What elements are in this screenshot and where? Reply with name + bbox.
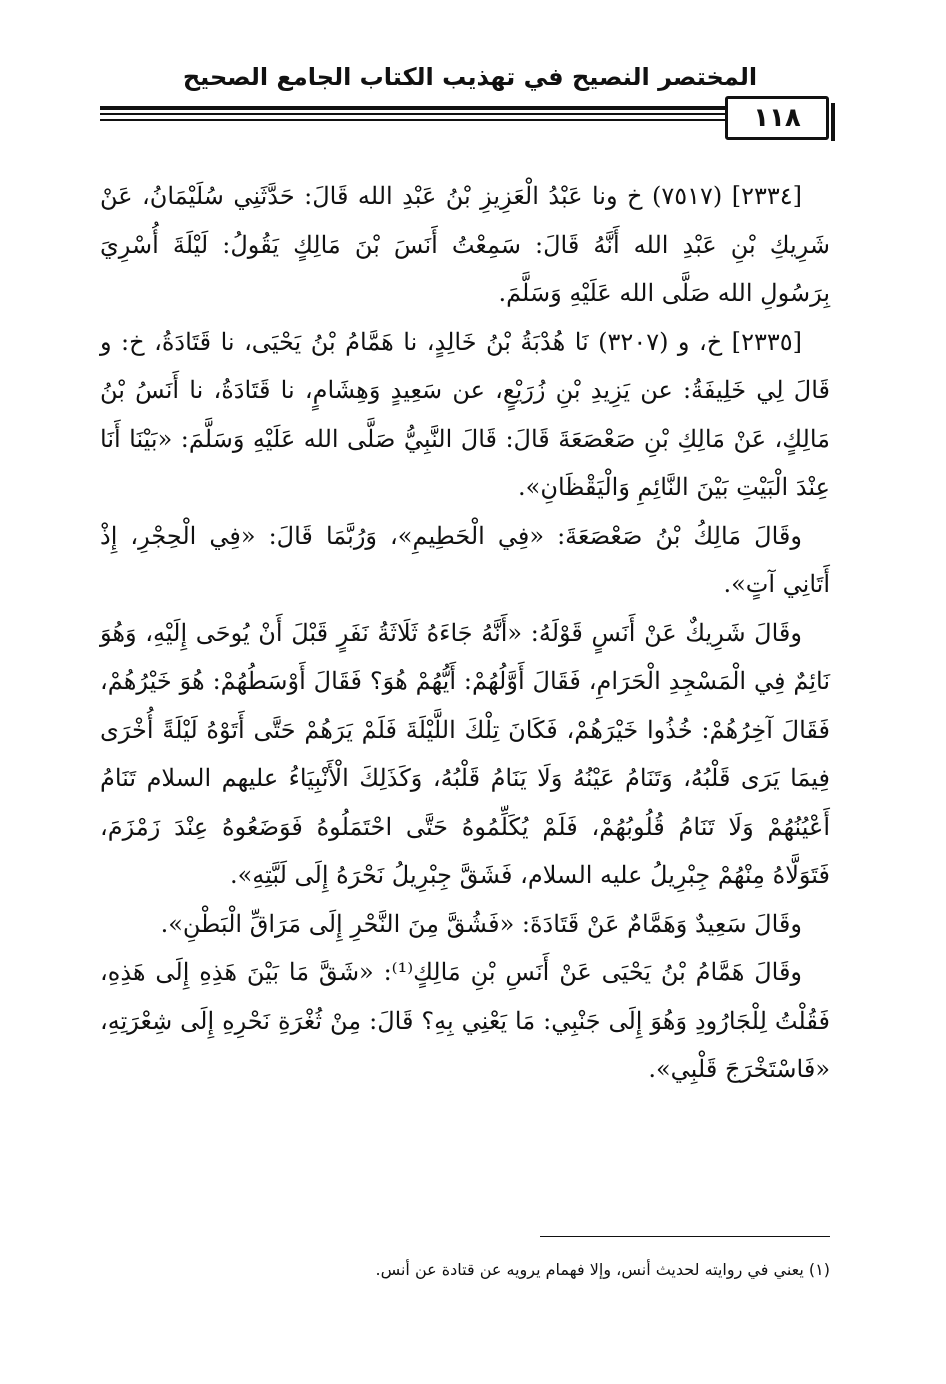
hadith-paragraph: [٢٣٣٥] خ، و (٣٢٠٧) نَا هُدْبَةُ بْنُ خَالِدٍ، نا هَمَّامُ بْنُ يَحْيَى، نا قَتَادَةُ، خ: و قَالَ لِي خَلِيفَةُ: عن يَزِيدِ بْنِ زُرَيْعٍ، عن سَعِيدٍ وَهِشَامٍ، نا قَتَادَةُ، نا أَنَسُ بْنُ مَالِكٍ، عَنْ مَالِكِ بْنِ صَعْصَعَةَ قَالَ: قَالَ النَّبِيُّ صَلَّى الله عَلَيْهِ وَسَلَّمَ: «بَيْنَا أَنَا عِنْدَ الْبَيْتِ بَيْنَ النَّائِمِ وَالْيَقْظَانِ». (100, 327, 831, 501)
page-number-box (725, 96, 829, 140)
hadith-paragraph: وقَالَ سَعِيدٌ وَهَمَّامٌ عَنْ قَتَادَةَ: «فَشُقَّ مِنَ النَّحْرِ إِلَى مَرَاقِّ الْبَطْنِ». (160, 909, 802, 938)
hadith-paragraph: وقَالَ شَرِيكٌ عَنْ أَنَسٍ قَوْلَهُ: «أَنَّهُ جَاءَهُ ثَلَاثَةُ نَفَرٍ قَبْلَ أَنْ يُوحَى إِلَيْهِ، وَهُوَ نَائِمٌ فِي الْمَسْجِدِ الْحَرَامِ، فَقَالَ أَوَّلُهُمْ: أَيُّهُمْ هُوَ؟ فَقَالَ أَوْسَطُهُمْ: هُوَ خَيْرُهُمْ، فَقَالَ آخِرُهُمْ: خُذُوا خَيْرَهُمْ، فَكَانَ تِلْكَ اللَّيْلَةَ فَلَمْ يَرَهُمْ حَتَّى أَتَوْهُ لَيْلَةً أُخْرَى فِيمَا يَرَى قَلْبُهُ، وَتَنَامُ عَيْنُهُ وَلَا يَنَامُ قَلْبُهُ، وَكَذَلِكَ الْأَنْبِيَاءُ عليهم السلام تَنَامُ أَعْيُنُهُمْ وَلَا تَنَامُ قُلُوبُهُمْ، فَلَمْ يُكَلِّمُوهُ حَتَّى احْتَمَلُوهُ فَوَضَعُوهُ عِنْدَ زَمْزَمَ، فَتَوَلَّاهُ مِنْهُمْ جِبْرِيلُ عليه السلام، فَشَقَّ جِبْرِيلُ نَحْرَهُ إِلَى لَبَّتِهِ». (100, 618, 830, 889)
header-rule-thin (100, 113, 725, 115)
header-rule-thick (100, 106, 725, 110)
footnote-divider (540, 1236, 830, 1237)
hadith-paragraph: وقَالَ هَمَّامُ بْنُ يَحْيَى عَنْ أَنَسِ بْنِ مَالِكٍ⁽¹⁾: «شَقَّ مَا بَيْنَ هَذِهِ إِلَى هَذِهِ، فَقُلْتُ لِلْجَارُودِ وَهُوَ إِلَى جَنْبِي: مَا يَعْنِي بِهِ؟ قَالَ: مِنْ ثُغْرَةِ نَحْرِهِ إِلَى شِعْرَتِهِ، «فَاسْتَخْرَجَ قَلْبِي». (100, 958, 830, 1083)
hadith-paragraph: وقَالَ مَالِكُ بْنُ صَعْصَعَةَ: «فِي الْحَطِيمِ»، وَرُبَّمَا قَالَ: «فِي الْحِجْرِ، إِذْ أَتَانِي آتٍ». (100, 521, 830, 598)
running-header-title: المختصر النصيح في تهذيب الكتاب الجامع الصحيح (182, 63, 758, 91)
header-rule-thin-lower (100, 119, 725, 121)
page-number: ١١٨ (753, 103, 801, 133)
hadith-paragraph: [٢٣٣٤] (٧٥١٧) خ ونا عَبْدُ الْعَزِيزِ بْنُ عَبْدِ الله قَالَ: حَدَّثَنِي سُلَيْمَانُ، عَنْ شَرِيكِ بْنِ عَبْدِ الله أَنَّهُ قَالَ: سَمِعْتُ أَنَسَ بْنَ مَالِكٍ يَقُولُ: لَيْلَةَ أُسْرِيَ بِرَسُولِ الله صَلَّى الله عَلَيْهِ وَسَلَّمَ. (100, 182, 830, 307)
main-text (100, 172, 830, 1094)
footnote: (١) يعني في روايته لحديث أنس، وإلا فهمام يرويه عن قتادة عن أنس. (375, 1260, 830, 1279)
